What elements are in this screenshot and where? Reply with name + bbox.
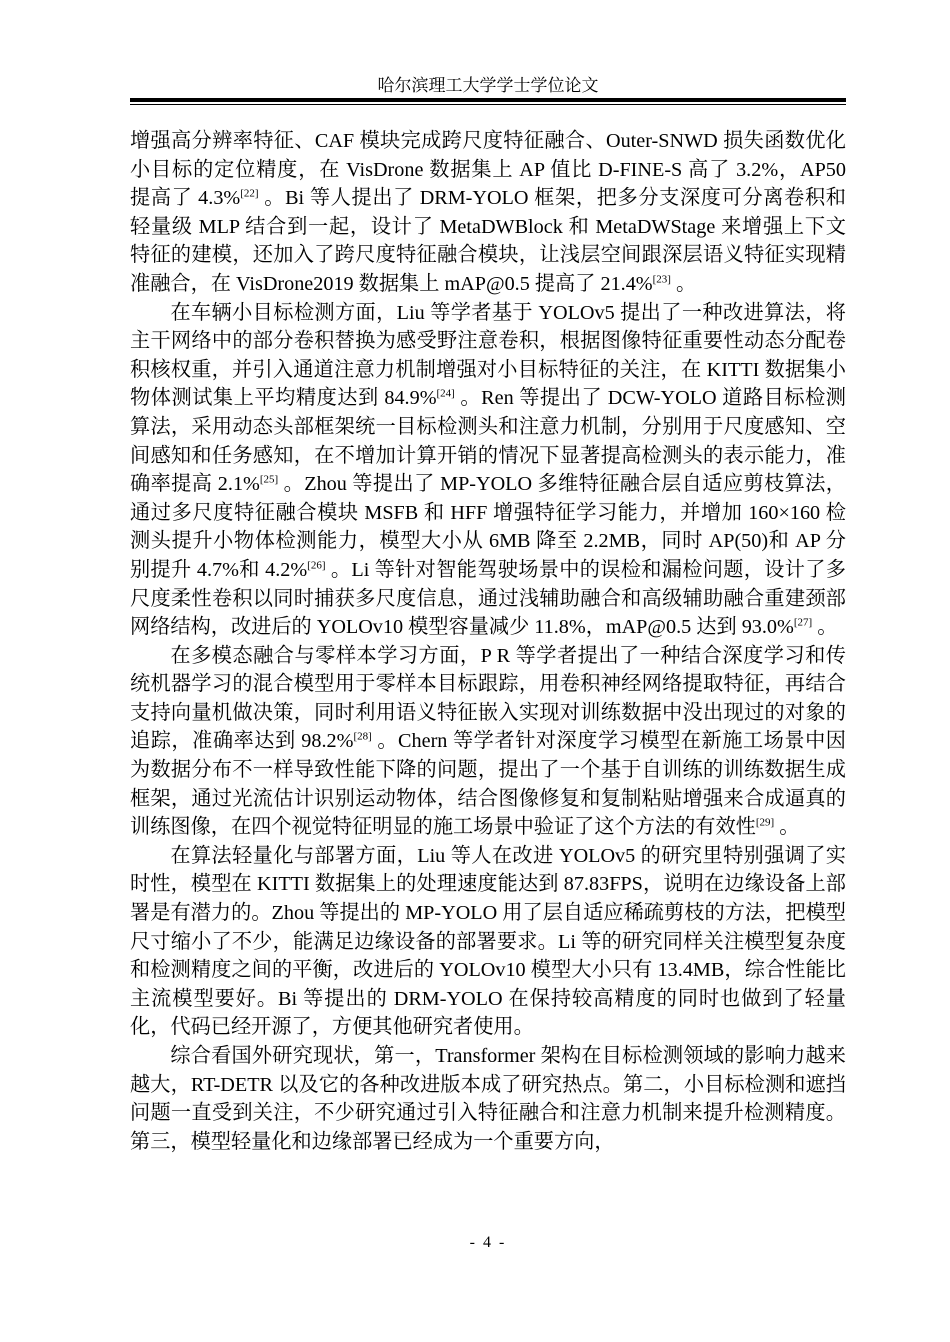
paragraph <box>130 842 846 1042</box>
header-rule-thick <box>130 98 846 102</box>
text-run: 。 <box>670 272 697 295</box>
citation: [26] <box>307 559 326 572</box>
paragraph <box>130 127 846 299</box>
header-rule-thin <box>130 104 846 105</box>
text-run: 。Zhou 等提出了 MP-YOLO 多维特征融合层自适应剪枝算法，通过多尺度特征融合模块 MSFB 和 HFF 增强特征学习能力，并增加 160×160 检测头提升小物体检测能力，模型大小从 6MB 降至 2.2MB，同时 AP(50)和 AP 分别提升 4.7%和 4.2% <box>130 473 846 581</box>
citation: [27] <box>793 616 813 629</box>
text-run: 。Chern 等学者针对深度学习模型在新施工场景中因为数据分布不一样导致性能下降的问题，提出了一个基于自训练的训练数据生成框架，通过光流估计识别运动物体，结合图像修复和复制粘贴增强来合成逼真的训练图像，在四个视觉特征明显的施工场景中验证了这个方法的有效性 <box>130 730 846 839</box>
body-text <box>130 127 846 1156</box>
text-run: 。Bi 等人提出了 DRM-YOLO 框架，把多分支深度可分离卷积和轻量级 MLP 结合到一起，设计了 MetaDWBlock 和 MetaDWStage 来增强上下文特征的建模，还加入了跨尺度特征融合模块，让浅层空间跟深层语义特征实现精准融合，在 VisDrone2019 数据集上 mAP@0.5 提高了 21.4% <box>130 187 846 295</box>
text-run: 在车辆小目标检测方面，Liu 等学者基于 YOLOv5 提出了一种改进算法，将主干网络中的部分卷积替换为感受野注意卷积，根据图像特征重要性动态分配卷积核权重，并引入通道注意力机制增强对小目标特征的关注，在 KITTI 数据集小物体测试集上平均精度达到 84.9% <box>130 301 846 410</box>
citation: [22] <box>240 187 259 200</box>
citation: [28] <box>353 730 372 743</box>
citation: [23] <box>652 273 671 286</box>
text-run: 。Li 等针对智能驾驶场景中的误检和漏检问题，设计了多尺度柔性卷积以同时捕获多尺度信息，通过浅辅助融合和高级辅助融合重建颈部网络结构，改进后的 YOLOv10 模型容量减少 11.8%，mAP@0.5 达到 93.0% <box>130 558 846 639</box>
page-number: - 4 - <box>469 1234 507 1251</box>
page-header: 哈尔滨理工大学学士学位论文 <box>377 76 599 95</box>
text-run: 综合看国外研究现状，第一，Transformer 架构在目标检测领域的影响力越来越大，RT-DETR 以及它的各种改进版本成了研究热点。第二，小目标检测和遮挡问题一直受到关注，不少研究通过引入特征融合和注意力机制来提升检测精度。第三，模型轻量化和边缘部署已经成为一个重要方向， <box>130 1045 846 1153</box>
citation: [25] <box>259 473 279 486</box>
text-run: 增强高分辨率特征、CAF 模块完成跨尺度特征融合、Outer-SNWD 损失函数优化小目标的定位精度，在 VisDrone 数据集上 AP 值比 D-FINE-S 高了 3.2%，AP50 提高了 4.3% <box>130 130 846 210</box>
text-run: 。 <box>774 816 800 839</box>
paragraph <box>130 642 846 842</box>
citation: [29] <box>755 816 775 829</box>
paragraph <box>130 299 846 642</box>
text-run: 在算法轻量化与部署方面，Liu 等人在改进 YOLOv5 的研究里特别强调了实时性，模型在 KITTI 数据集上的处理速度能达到 87.83FPS，说明在边缘设备上部署是有潜力的。Zhou 等提出的 MP-YOLO 用了层自适应稀疏剪枝的方法，把模型尺寸缩小了不少，能满足边缘设备的部署要求。Li 等的研究同样关注模型复杂度和检测精度之间的平衡，改进后的 YOLOv10 模型大小只有 13.4MB，综合性能比主流模型要好。Bi 等提出的 DRM-YOLO 在保持较高精度的同时也做到了轻量化，代码已经开源了，方便其他研究者使用。 <box>130 844 846 1039</box>
text-run: 在多模态融合与零样本学习方面，P R 等学者提出了一种结合深度学习和传统机器学习的混合模型用于零样本目标跟踪，用卷积神经网络提取特征，再结合支持向量机做决策，同时利用语义特征嵌入实现对训练数据中没出现过的对象的追踪，准确率达到 98.2% <box>130 644 846 753</box>
citation: [24] <box>436 387 455 400</box>
text-run: 。 <box>812 616 838 639</box>
paragraph <box>130 1042 846 1156</box>
text-run: 。Ren 等提出了 DCW-YOLO 道路目标检测算法，采用动态头部框架统一目标检测头和注意力机制，分别用于尺度感知、空间感知和任务感知，在不增加计算开销的情况下显著提高检测头的表示能力，准确率提高 2.1% <box>130 387 846 496</box>
